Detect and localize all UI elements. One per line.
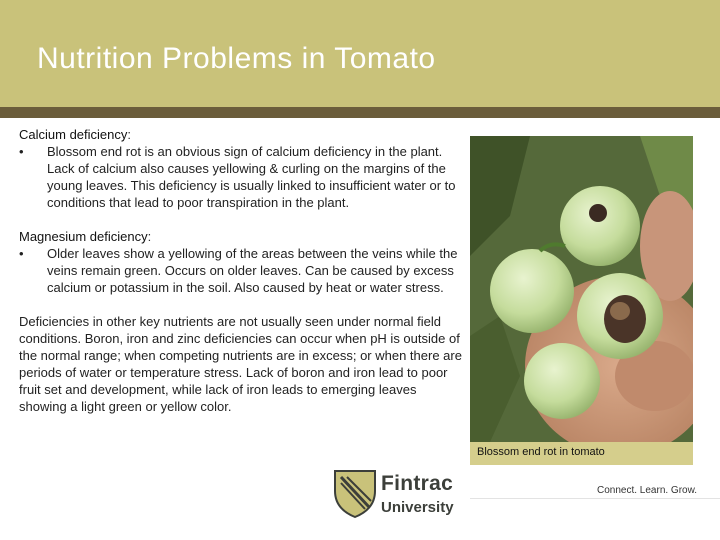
magnesium-heading-text: Magnesium deficiency bbox=[19, 229, 148, 244]
other-deficiencies-paragraph: Deficiencies in other key nutrients are not usually seen under normal field conditions. Boron, iron and zinc deficiencies can occur when pH is outside of the normal range; when competing nutrients are in excess; or when there are periods of water or temperature stress. Lack of boron and iron lead to poor fruit set and development, while lack of iron leads to emerging leaves showing a light green or yellow color. bbox=[19, 314, 462, 414]
tomato-illustration bbox=[470, 136, 693, 442]
calcium-text: Blossom end rot is an obvious sign of calcium deficiency in the plant. Lack of calcium also causes yellowing & curling on the margins of the young leaves. This deficiency is usually linked to insufficient water or to conditions that lead to poor transpiration in the plant. bbox=[47, 144, 456, 210]
content-area bbox=[19, 126, 464, 415]
shield-icon bbox=[333, 469, 377, 519]
slide-title: Nutrition Problems in Tomato bbox=[37, 42, 436, 75]
magnesium-heading-colon: : bbox=[147, 229, 152, 244]
magnesium-heading bbox=[19, 228, 464, 245]
calcium-section bbox=[19, 126, 464, 211]
bullet-dot: • bbox=[19, 144, 24, 159]
calcium-bullet bbox=[19, 143, 464, 211]
tagline: Connect. Learn. Grow. bbox=[597, 485, 698, 496]
logo-brand: Fintrac bbox=[381, 472, 454, 495]
title-divider bbox=[0, 107, 720, 118]
logo-subtitle: University bbox=[381, 499, 454, 516]
calcium-heading bbox=[19, 126, 464, 143]
calcium-heading-colon: : bbox=[127, 127, 131, 142]
photo-caption-box bbox=[470, 442, 693, 465]
magnesium-section bbox=[19, 228, 464, 296]
title-band bbox=[0, 0, 720, 107]
photo-caption: Blossom end rot in tomato bbox=[477, 446, 605, 458]
fintrac-logo bbox=[333, 469, 468, 521]
footer-divider bbox=[470, 498, 720, 499]
magnesium-bullet bbox=[19, 245, 464, 296]
tomato-photo bbox=[470, 136, 693, 442]
calcium-heading-text: Calcium deficiency bbox=[19, 127, 128, 142]
magnesium-text: Older leaves show a yellowing of the areas between the veins while the veins remain green. Occurs on older leaves. Can be caused by excess calcium or potassium in the soil. Also caused by heat or water stress. bbox=[47, 246, 458, 295]
bullet-dot: • bbox=[19, 246, 24, 261]
